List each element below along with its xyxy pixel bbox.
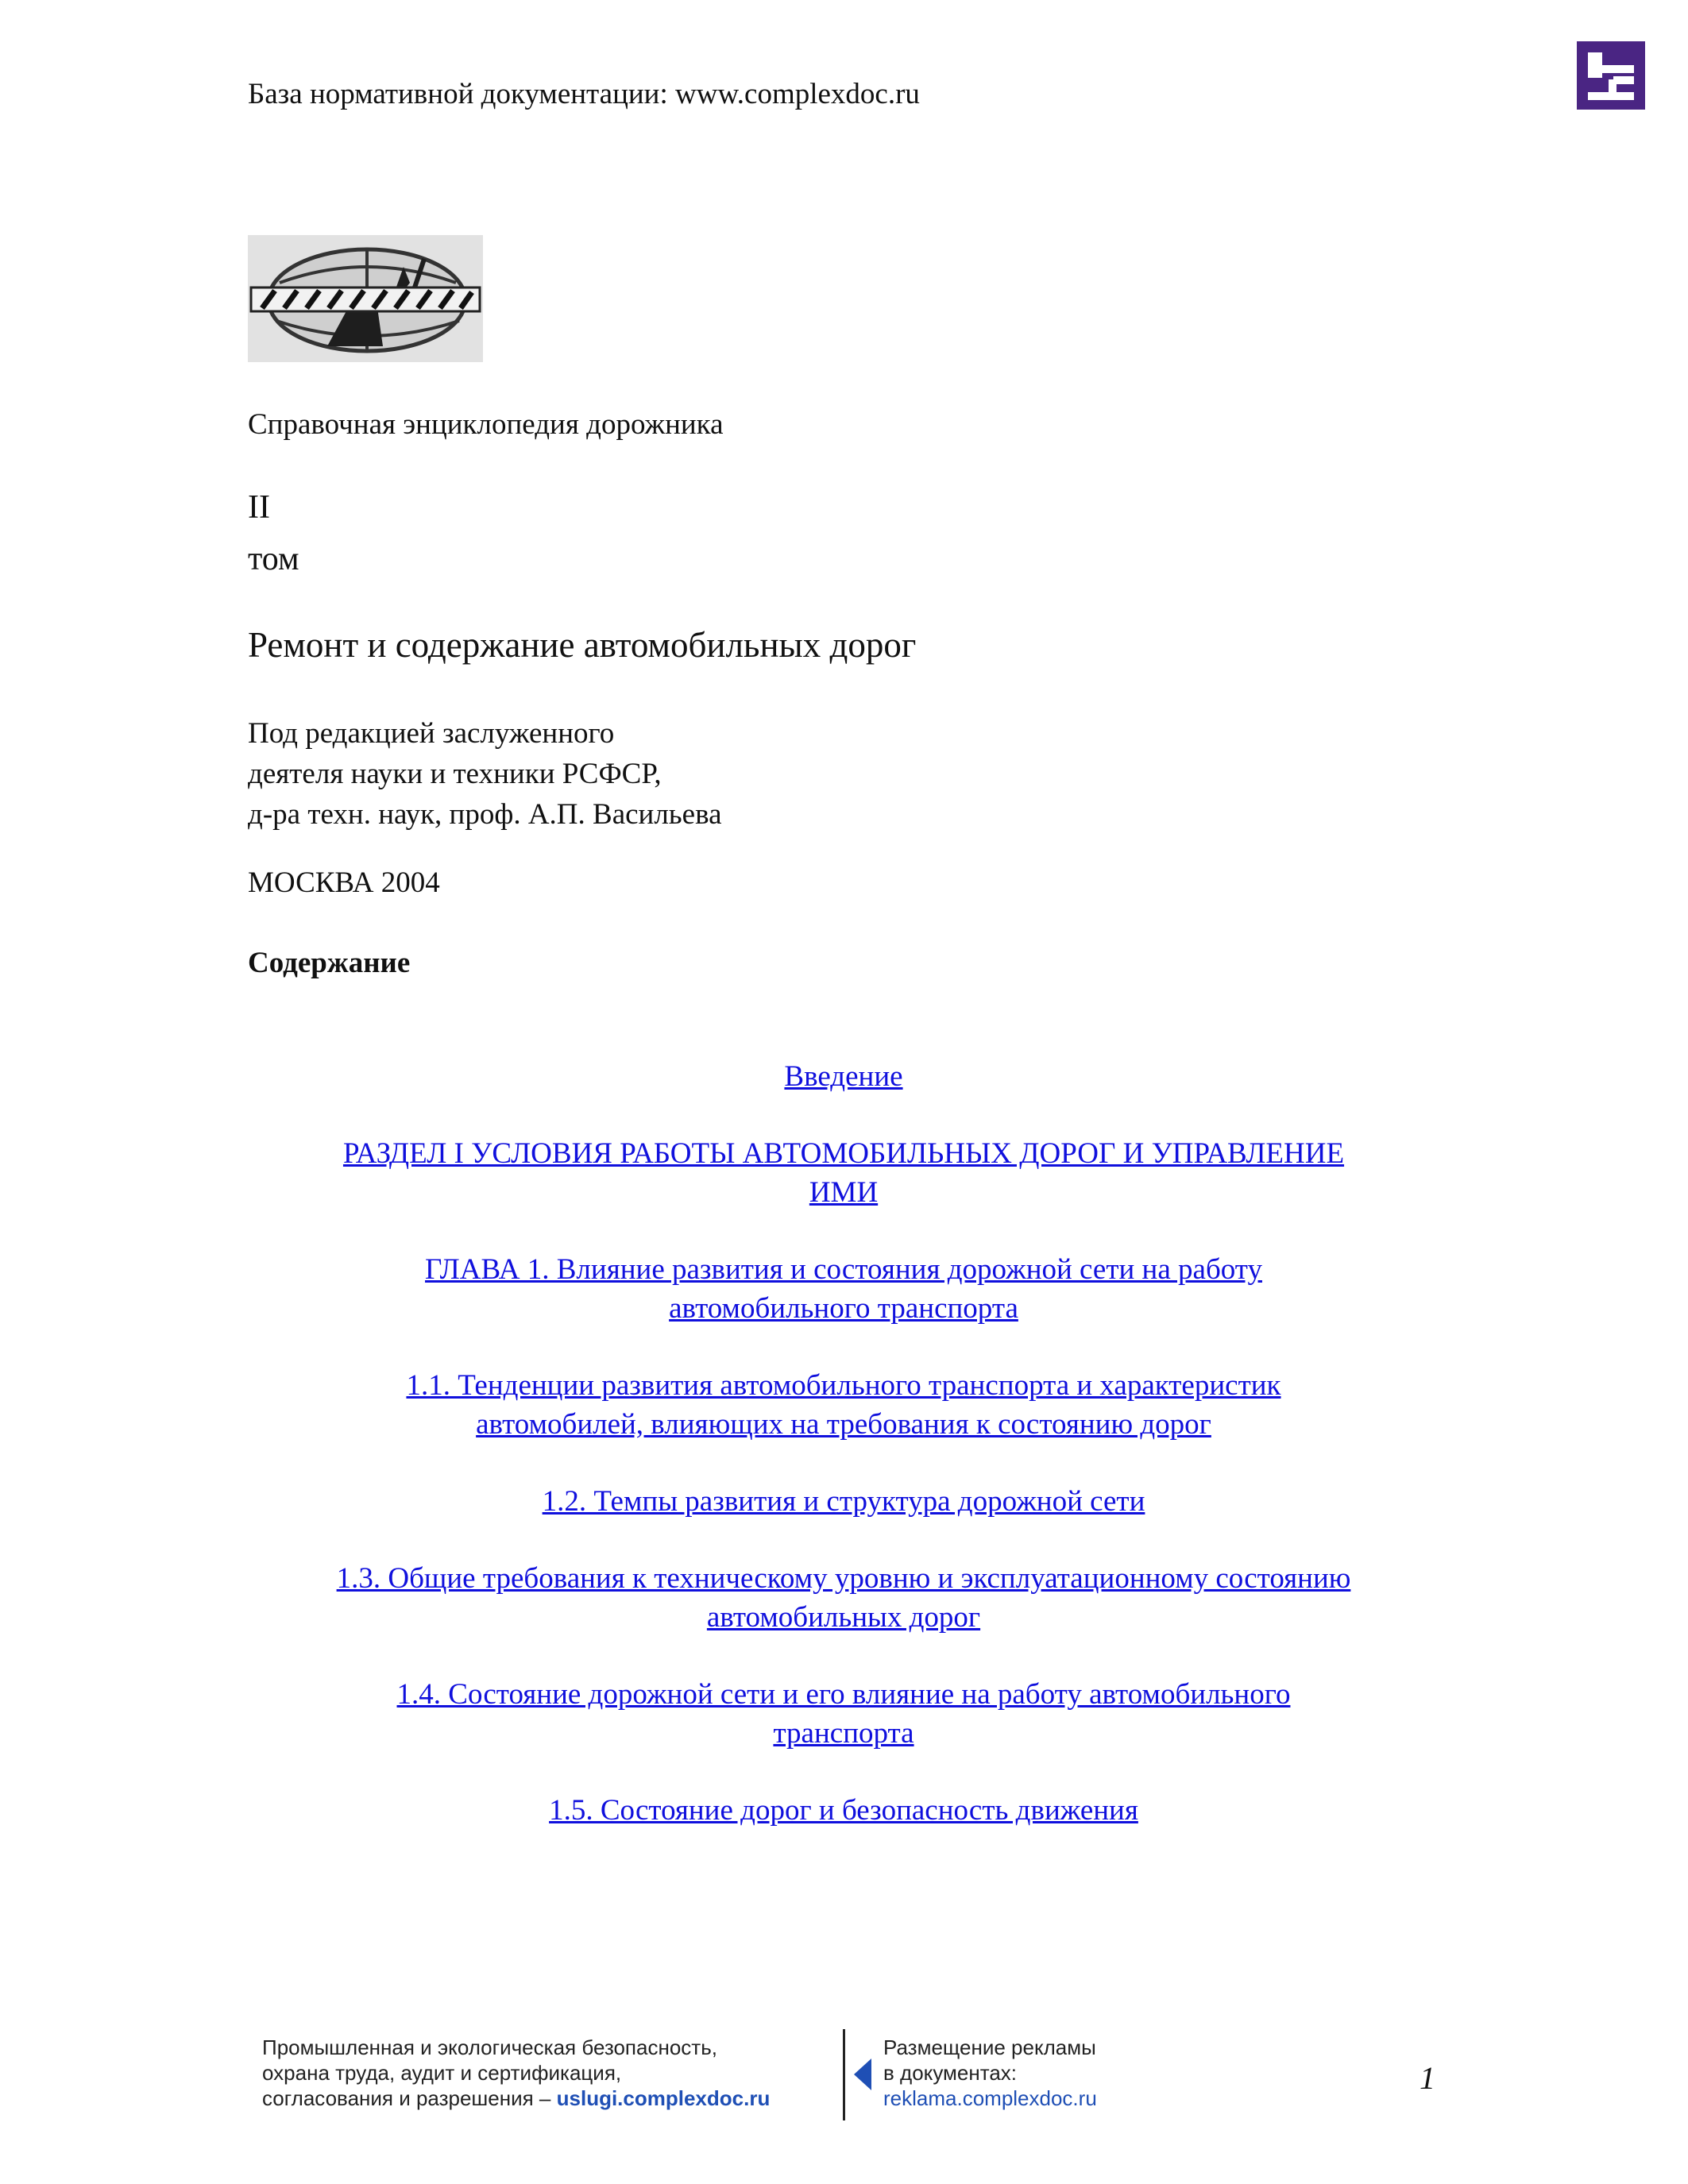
toc-link-1-5[interactable] (248, 1791, 1439, 1830)
editor-line: деятеля науки и техники РСФСР, (248, 758, 662, 790)
toc-link-section-1[interactable] (248, 1134, 1439, 1212)
toc-link-1-3[interactable] (248, 1559, 1439, 1637)
toc-line: 1.2. Темпы развития и структура дорожной сети (542, 1485, 1145, 1518)
toc-line: ГЛАВА 1. Влияние развития и состояния дорожной сети на работу (425, 1253, 1262, 1286)
volume-number: II (248, 489, 270, 526)
footer-services-ad (262, 2035, 770, 2111)
toc-link-1-2[interactable] (248, 1482, 1439, 1521)
footer-line: Промышленная и экологическая безопасность, (262, 2035, 717, 2059)
header-site-text: База нормативной документации: www.complexdoc.ru (248, 78, 920, 110)
book-title: Ремонт и содержание автомобильных дорог (248, 625, 917, 665)
toc-link-introduction[interactable] (248, 1057, 1439, 1096)
toc-line: автомобилей, влияющих на требования к состоянию дорог (476, 1408, 1211, 1441)
footer-line: согласования и разрешения – (262, 2086, 551, 2110)
toc-line: 1.4. Состояние дорожной сети и его влияние на работу автомобильного (396, 1678, 1291, 1711)
toc-line: автомобильного транспорта (669, 1292, 1018, 1325)
triangle-left-icon (854, 2059, 871, 2090)
footer-line: в документах: (883, 2061, 1018, 2085)
toc-link-1-4[interactable] (248, 1675, 1439, 1753)
page-number: 1 (1420, 2060, 1435, 2096)
editor-line: Под редакцией заслуженного (248, 717, 615, 750)
volume-label: том (248, 541, 299, 577)
footer-advertising-ad (883, 2035, 1097, 2111)
footer-divider (843, 2029, 845, 2120)
toc-line: 1.1. Тенденции развития автомобильного транспорта и характеристик (406, 1369, 1281, 1402)
toc-line: транспорта (773, 1717, 914, 1750)
footer-line: Размещение рекламы (883, 2035, 1096, 2059)
footer-advertising-link[interactable]: reklama.complexdoc.ru (883, 2086, 1097, 2110)
toc-line: РАЗДЕЛ I УСЛОВИЯ РАБОТЫ АВТОМОБИЛЬНЫХ ДОРОГ И УПРАВЛЕНИЕ (342, 1137, 1345, 1170)
toc-line: 1.3. Общие требования к техническому уровню и эксплуатационному состоянию (336, 1562, 1351, 1595)
toc-line: Введение (784, 1060, 903, 1093)
toc-link-1-1[interactable] (248, 1366, 1439, 1444)
editor-line: д-ра техн. наук, проф. А.П. Васильева (248, 798, 722, 831)
place-year: МОСКВА 2004 (248, 866, 440, 899)
table-of-contents (248, 1057, 1439, 1868)
series-title: Справочная энциклопедия дорожника (248, 408, 724, 441)
toc-line: 1.5. Состояние дорог и безопасность движения (549, 1794, 1138, 1827)
toc-link-chapter-1[interactable] (248, 1250, 1439, 1328)
footer-services-link[interactable]: uslugi.complexdoc.ru (556, 2086, 771, 2110)
footer-line: охрана труда, аудит и сертификация, (262, 2061, 622, 2085)
toc-line: автомобильных дорог (706, 1601, 981, 1634)
toc-line: ИМИ (809, 1176, 879, 1209)
complexdoc-logo-icon[interactable] (1577, 41, 1645, 110)
editor-credit (248, 713, 722, 835)
contents-heading: Содержание (248, 947, 411, 979)
rosavtodor-logo (248, 235, 483, 362)
